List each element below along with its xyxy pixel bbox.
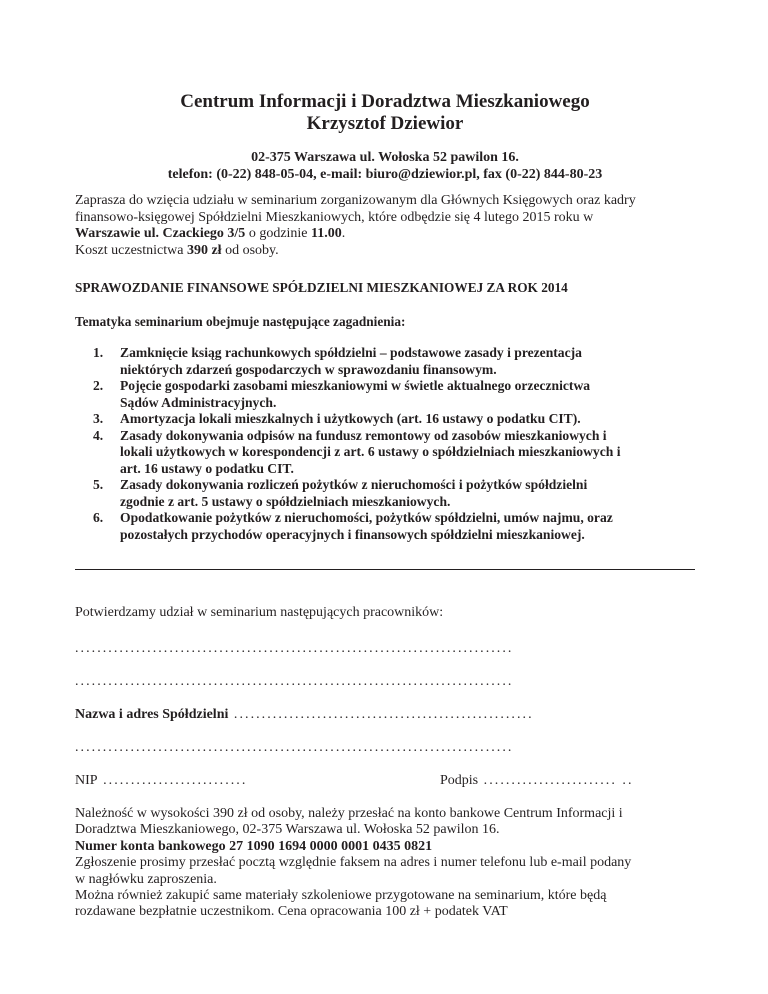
employee-name-field-2[interactable]: ............................................................................... [75, 674, 514, 689]
topic-line: zgodnie z art. 5 ustawy o spółdzielniach mieszkaniowych. [120, 493, 451, 509]
organization-contact: telefon: (0-22) 848-05-04, e-mail: biuro@dziewior.pl, fax (0-22) 844-80-23 [167, 167, 603, 182]
topic-line: Opodatkowanie pożytków z nieruchomości, pożytków spółdzielni, umów najmu, oraz [120, 510, 613, 526]
topic-line: Zasady dokonywania odpisów na fundusz remontowy od zasobów mieszkaniowych i [120, 427, 607, 443]
signature-block [440, 772, 634, 789]
topic-line: niektórych zdarzeń gospodarczych w sprawozdaniu finansowym. [120, 361, 497, 377]
payment-paragraph [75, 806, 695, 921]
payment-line: Doradztwa Mieszkaniowego, 02-375 Warszawa ul. Wołoska 52 pawilon 16. [75, 822, 500, 838]
payment-line: rozdawane bezpłatnie uczestnikom. Cena opracowania 100 zł + podatek VAT [75, 904, 508, 920]
cooperative-address-field[interactable]: ............................................................................... [75, 740, 514, 755]
report-title: SPRAWOZDANIE FINANSOWE SPÓŁDZIELNI MIESZKANIOWEJ ZA ROK 2014 [75, 280, 568, 295]
payment-line: Zgłoszenie prosimy przesłać pocztą względnie faksem na adres i numer telefonu lub e-mail podany [75, 855, 632, 871]
topic-line: Sądów Administracyjnych. [120, 394, 277, 410]
nip-label: NIP [75, 773, 98, 788]
employee-name-field-1[interactable]: ............................................................................... [75, 641, 514, 656]
topic-item [75, 378, 695, 411]
payment-line: Należność w wysokości 390 zł od osoby, należy przesłać na konto bankowe Centrum Informacji i [75, 806, 623, 821]
price: 390 zł [186, 242, 222, 258]
signature-label: Podpis [440, 773, 479, 788]
nip-field[interactable]: .......................... [97, 773, 248, 788]
organization-title: Centrum Informacji i Doradztwa Mieszkaniowego [180, 91, 590, 112]
topics-list [75, 345, 695, 544]
topic-number: 1. [93, 345, 104, 360]
cooperative-name-row [75, 706, 695, 723]
topic-number: 4. [93, 427, 104, 443]
payment-line: w nagłówku zaproszenia. [75, 871, 217, 887]
venue-address: Warszawie ul. Czackiego 3/5 [75, 226, 246, 242]
topic-item [75, 345, 695, 378]
payment-line: Można również zakupić same materiały szkoleniowe przygotowane na seminarium, które będą [75, 888, 607, 904]
intro-line: Zaprasza do wzięcia udziału w seminarium zorganizowanym dla Głównych Księgowych oraz kadry [75, 193, 636, 208]
topic-line: Amortyzacja lokali mieszkalnych i użytkowych (art. 16 ustawy o podatku CIT). [120, 411, 581, 427]
intro-line: Warszawie ul. Czackiego 3/5 o godzinie 11.00. [75, 226, 346, 242]
start-time: 11.00 [311, 226, 342, 242]
section-divider [75, 569, 695, 570]
topic-line: Pojęcie gospodarki zasobami mieszkaniowymi w świetle aktualnego orzecznictwa [120, 378, 591, 394]
topic-item [75, 411, 695, 428]
topic-line: Zasady dokonywania rozliczeń pożytków z nieruchomości i pożytków spółdzielni [120, 477, 588, 493]
invitation-paragraph [75, 193, 695, 259]
topic-item [75, 510, 695, 543]
topic-item [75, 428, 695, 478]
topic-line: lokali użytkowych w korespondencji z art. 6 ustawy o spółdzielniach mieszkaniowych i [120, 444, 621, 460]
topic-number: 5. [93, 477, 104, 493]
organization-address: 02-375 Warszawa ul. Wołoska 52 pawilon 16. [251, 150, 519, 165]
topic-line: Zamknięcie ksiąg rachunkowych spółdzielni – podstawowe zasady i prezentacja [120, 345, 582, 360]
organization-owner: Krzysztof Dziewior [306, 113, 464, 134]
topic-line: art. 16 ustawy o podatku CIT. [120, 460, 294, 476]
topic-number: 6. [93, 510, 104, 526]
confirmation-text: Potwierdzamy udział w seminarium następujących pracowników: [75, 605, 444, 620]
topic-line: pozostałych przychodów operacyjnych i finansowych spółdzielni mieszkaniowej. [120, 527, 585, 543]
topic-item [75, 477, 695, 510]
intro-line: Koszt uczestnictwa 390 zł od osoby. [75, 242, 279, 258]
intro-line: finansowo-księgowej Spółdzielni Mieszkaniowych, które odbędzie się 4 lutego 2015 roku w [75, 209, 594, 225]
cooperative-name-label: Nazwa i adres Spółdzielni [75, 707, 229, 722]
topic-number: 3. [93, 411, 104, 427]
signature-field[interactable]: ........................ .. [478, 773, 634, 788]
nip-signature-row [75, 772, 695, 789]
topics-heading: Tematyka seminarium obejmuje następujące zagadnienia: [75, 314, 406, 329]
cooperative-name-field[interactable]: ...................................................... [228, 707, 534, 722]
bank-account-number: Numer konta bankowego 27 1090 1694 0000 0001 0435 0821 [75, 838, 433, 854]
topic-number: 2. [93, 378, 104, 394]
